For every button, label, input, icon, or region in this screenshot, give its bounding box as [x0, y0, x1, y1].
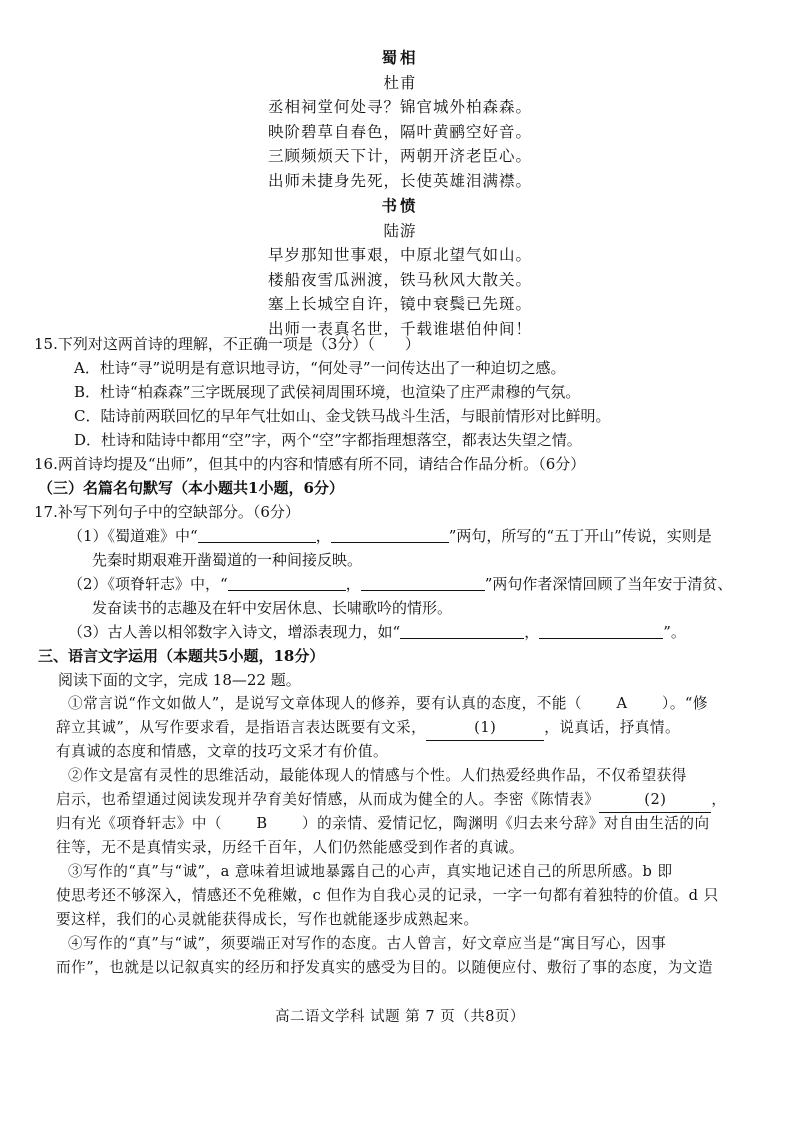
- q17-item2-prefix: （2）《项脊轩志》中，“: [68, 575, 228, 593]
- q17-item2-cont: 发奋读书的志趣及在轩中安居休息、长啸歌吟的情形。: [92, 599, 453, 617]
- q17-stem: 17.补写下列句子中的空缺部分。（6分）: [34, 503, 300, 521]
- passage-line: ②作文是富有灵性的思维活动，最能体现人的情感与个性。人们热爱经典作品，不仅希望获得: [68, 767, 687, 784]
- poem2-line: 塞上长城空自许，镜中衰鬓已先斑。: [267, 295, 532, 314]
- part3-intro: 阅读下面的文字，完成 18—22 题。: [58, 671, 301, 689]
- blank-b-label: B: [256, 815, 268, 832]
- passage-line: 有真诚的态度和情感，文章的技巧文采才有价值。: [56, 743, 389, 760]
- passage-text: 归有光《项脊轩志》中（: [56, 815, 223, 832]
- passage-line: ③写作的“真”与“诚”，a 意味着坦诚地暴露自己的心声，真实地记述自己的所思所感。b 即: [68, 863, 673, 880]
- passage-line: 往等，无不是真情实录，历经千百年，人们仍然能感受到作者的真诚。: [56, 839, 524, 856]
- q17-item2: [68, 572, 732, 596]
- passage-text: 辞立其诚”，从写作要求看，是指语言表达既要有文采，: [56, 719, 427, 736]
- fill-blank[interactable]: [228, 572, 346, 591]
- q15-option-b: B．杜诗“柏森森”三字既展现了武侯祠周围环境，也渲染了庄严肃穆的气氛。: [74, 383, 581, 401]
- poem2-title: 书愤: [381, 196, 419, 215]
- passage-text: 启示，也希望通过阅读发现并孕育美好情感，从而成为健全的人。李密《陈情表》: [56, 791, 600, 808]
- fill-blank[interactable]: [539, 620, 663, 639]
- poem2-line: 早岁那知世事艰，中原北望气如山。: [267, 246, 532, 265]
- passage-line: 要这样，我们的心灵就能获得成长，写作也就能逐步成熟起来。: [56, 911, 479, 928]
- passage-text: ，说真话，抒真情。: [544, 719, 681, 736]
- blank-2-label: (2): [599, 788, 711, 813]
- poem2-author: 陆游: [383, 221, 417, 240]
- poem1-line: 丞相祠堂何处寻？锦官城外柏森森。: [267, 98, 532, 117]
- poem1-author: 杜甫: [383, 73, 417, 92]
- q17-item1-sep: ，: [315, 527, 331, 545]
- poem-shufen: [0, 194, 800, 342]
- passage-line: [56, 788, 727, 813]
- q15-option-d: D．杜诗和陆诗中都用“空”字，两个“空”字都指理想落空，都表达失望之情。: [74, 431, 582, 449]
- passage-line: ④写作的“真”与“诚”，须要端正对写作的态度。古人曾言，好文章应当是“寓目写心，因事: [68, 935, 667, 952]
- q17-item1: [68, 524, 712, 548]
- passage-line: [68, 692, 708, 716]
- poem1-line: 出师未捷身先死，长使英雄泪满襟。: [267, 171, 532, 190]
- q17-item1-suffix: ”两句，所写的“五丁开山”传说，实则是: [448, 527, 712, 545]
- q17-item2-sep: ，: [345, 575, 361, 593]
- passage-text: ，: [711, 791, 727, 808]
- poem1-line: 三顾频烦天下计，两朝开济老臣心。: [267, 147, 532, 166]
- q15-stem: 15.下列对这两首诗的理解，不正确一项是（3分）（ ）: [34, 335, 420, 353]
- passage-line: [56, 812, 710, 836]
- q17-item1-cont: 先秦时期艰难开凿蜀道的一种间接反映。: [92, 551, 363, 569]
- passage-line: 而作”，也就是以记叙真实的经历和抒发真实的感受为目的。以随便应付、敷衍了事的态度，为文造: [56, 959, 713, 976]
- q17-item1-prefix: （1）《蜀道难》中“: [68, 527, 198, 545]
- poem2-line: 楼船夜雪瓜洲渡，铁马秋风大散关。: [267, 270, 532, 289]
- passage-text: ）的亲情、爱情记忆，陶渊明《归去来兮辞》对自由生活的向: [302, 815, 710, 832]
- q15-option-a: A．杜诗“寻”说明是有意识地寻访，“何处寻”一问传达出了一种迫切之感。: [74, 359, 566, 377]
- fill-blank[interactable]: [400, 620, 524, 639]
- poem2-line: 出师一表真名世，千载谁堪伯仲间！: [267, 319, 532, 338]
- poem1-title: 蜀相: [381, 48, 419, 67]
- blank-1-label: (1): [426, 716, 544, 741]
- passage-line: [56, 716, 680, 741]
- q17-item3: [68, 620, 686, 644]
- poem1-line: 映阶碧草自春色，隔叶黄鹂空好音。: [267, 122, 532, 141]
- q17-item2-suffix: ”两句作者深情回顾了当年安于清贫、: [484, 575, 733, 593]
- fill-blank[interactable]: [331, 524, 449, 543]
- blank-a-label: A: [616, 695, 628, 712]
- passage-line: 使思考还不够深入，情感还不免稚嫩，c 但作为自我心灵的记录，一字一句都有着独特的价值。d 只: [56, 887, 719, 904]
- q17-item3-prefix: （3）古人善以相邻数字入诗文，增添表现力，如“: [68, 623, 401, 641]
- passage-text: ）。“修: [662, 695, 708, 712]
- section3-heading: （三）名篇名句默写（本小题共1小题，6分）: [38, 479, 344, 497]
- q17-item3-sep: ，: [524, 623, 540, 641]
- q16-stem: 16.两首诗均提及“出师”，但其中的内容和情感有所不同，请结合作品分析。（6分）: [34, 455, 586, 473]
- poem-shuxiang: [0, 46, 800, 194]
- part3-heading: 三、语言文字运用（本题共5小题，18分）: [38, 647, 325, 665]
- page-footer: 高二语文学科 试题 第 7 页（共8页）: [275, 1009, 525, 1025]
- passage-text: ①常言说“作文如做人”，是说写文章体现人的修养，要有认真的态度，不能（: [68, 695, 583, 712]
- q15-option-c: C．陆诗前两联回忆的早年气壮如山、金戈铁马战斗生活，与眼前情形对比鲜明。: [74, 407, 611, 425]
- fill-blank[interactable]: [198, 524, 316, 543]
- q17-item3-suffix: ”。: [663, 623, 686, 641]
- fill-blank[interactable]: [361, 572, 485, 591]
